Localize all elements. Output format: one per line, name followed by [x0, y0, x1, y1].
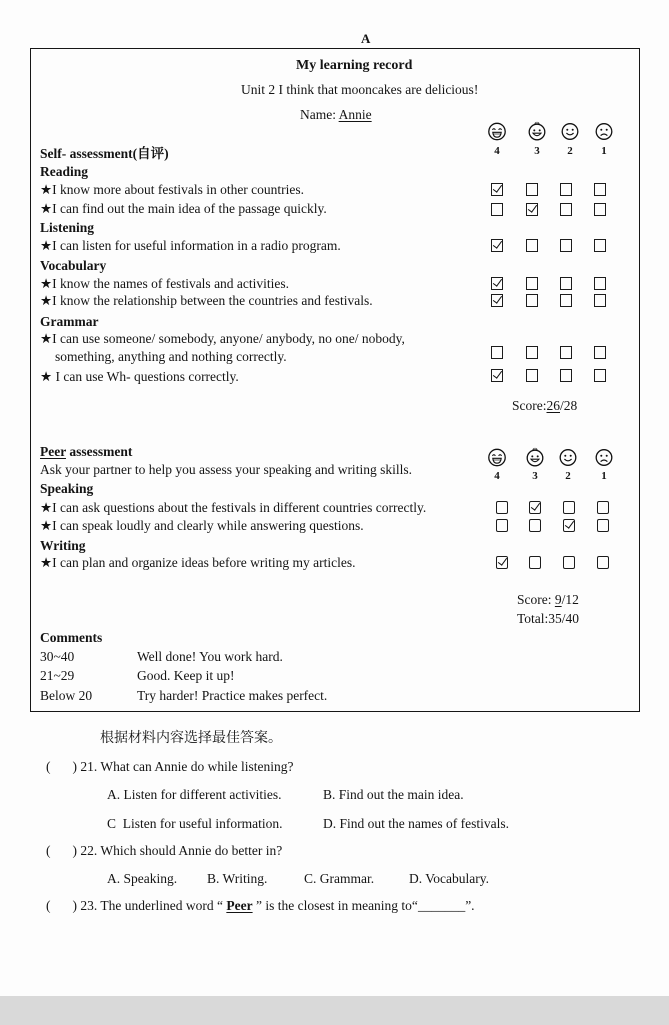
rating-checkbox-1[interactable]: [594, 183, 606, 196]
rating-checkbox-3[interactable]: [526, 369, 538, 382]
rating-checkbox-4[interactable]: [491, 183, 503, 196]
comments-heading: Comments: [40, 630, 103, 645]
group-title-grammar: Grammar: [40, 314, 99, 329]
rating-checkbox-3[interactable]: [526, 346, 538, 359]
student-name: [300, 107, 372, 123]
peer-keyword: Peer: [40, 444, 66, 459]
bracket-close: ): [72, 759, 77, 774]
smiling-face-icon: [558, 447, 578, 467]
comment-text: Try harder! Practice makes perfect.: [137, 688, 328, 703]
rating-checkbox-2[interactable]: [560, 294, 572, 307]
question-stem-end: ”.: [465, 898, 475, 913]
rating-checkbox-2[interactable]: [563, 556, 575, 569]
question-keyword: Peer: [226, 898, 253, 913]
question-21: [46, 759, 293, 775]
rating-value: 1: [601, 145, 607, 157]
self-item: ★I can use someone/ somebody, anyone/ anybody, no one/ nobody,: [40, 331, 405, 346]
self-item: ★I can listen for useful information in a radio program.: [40, 238, 341, 253]
rating-checkbox-3[interactable]: [526, 203, 538, 216]
question-stem-start: The underlined word “: [100, 898, 223, 913]
bracket-close: ): [72, 843, 77, 858]
rating-checkbox-1[interactable]: [594, 239, 606, 252]
score-total: /28: [560, 398, 578, 413]
option-a: A. Speaking.: [107, 871, 178, 886]
rating-value: 3: [534, 145, 540, 157]
peer-assessment-heading: [40, 444, 132, 460]
bracket-open: (: [46, 759, 51, 774]
questions-instruction: 根据材料内容选择最佳答案。: [100, 731, 282, 746]
option-d: D. Find out the names of festivals.: [323, 816, 509, 831]
group-title-speaking: Speaking: [40, 481, 94, 496]
laughing-face-icon: [487, 121, 507, 141]
laughing-face-icon: [487, 447, 507, 467]
rating-checkbox-4[interactable]: [491, 239, 503, 252]
peer-instruction: Ask your partner to help you assess your speaking and writing skills.: [40, 462, 412, 477]
question-22: [46, 843, 282, 859]
rating-checkbox-4[interactable]: [491, 203, 503, 216]
rating-checkbox-3[interactable]: [526, 239, 538, 252]
rating-checkbox-4[interactable]: [491, 294, 503, 307]
rating-checkbox-4[interactable]: [491, 277, 503, 290]
question-stem: Which should Annie do better in?: [100, 843, 283, 858]
rating-checkbox-1[interactable]: [594, 369, 606, 382]
question-number: 23.: [80, 898, 98, 913]
self-item-continued: something, anything and nothing correctly.: [55, 349, 287, 364]
rating-value: 2: [565, 470, 571, 482]
option-c: C. Grammar.: [304, 871, 375, 886]
comment-text: Good. Keep it up!: [137, 668, 235, 683]
passage-label: A: [361, 31, 371, 46]
option-a: A. Listen for different activities.: [107, 787, 282, 802]
rating-checkbox-3[interactable]: [529, 556, 541, 569]
rating-checkbox-4[interactable]: [496, 519, 508, 532]
peer-item: ★I can speak loudly and clearly while answering questions.: [40, 518, 364, 533]
group-title-writing: Writing: [40, 538, 86, 553]
bracket-open: (: [46, 898, 51, 913]
group-title-vocabulary: Vocabulary: [40, 258, 107, 273]
rating-checkbox-3[interactable]: [526, 183, 538, 196]
option-b: B. Writing.: [207, 871, 268, 886]
score-value: 9: [554, 592, 562, 607]
rating-checkbox-2[interactable]: [560, 239, 572, 252]
grinning-face-icon: [527, 121, 547, 141]
name-value: Annie: [338, 107, 372, 122]
rating-checkbox-4[interactable]: [496, 556, 508, 569]
option-b: B. Find out the main idea.: [323, 787, 464, 802]
peer-item: ★I can ask questions about the festivals in different countries correctly.: [40, 500, 427, 515]
self-item: ★I can find out the main idea of the passage quickly.: [40, 201, 327, 216]
question-number: 22.: [80, 843, 98, 858]
score-value: 26: [546, 398, 560, 413]
group-title-listening: Listening: [40, 220, 95, 235]
rating-value: 1: [601, 470, 607, 482]
score-total: /12: [561, 592, 579, 607]
rating-checkbox-4[interactable]: [491, 346, 503, 359]
group-title-reading: Reading: [40, 164, 89, 179]
rating-checkbox-1[interactable]: [597, 556, 609, 569]
self-item: ★I know more about festivals in other countries.: [40, 182, 305, 197]
bracket-close: ): [72, 898, 77, 913]
rating-checkbox-1[interactable]: [594, 294, 606, 307]
self-item: ★I know the relationship between the countries and festivals.: [40, 293, 373, 308]
rating-checkbox-3[interactable]: [526, 277, 538, 290]
option-d: D. Vocabulary.: [409, 871, 489, 886]
peer-score: [517, 592, 579, 608]
name-label: Name:: [300, 107, 336, 122]
rating-checkbox-2[interactable]: [563, 501, 575, 514]
rating-value: 4: [494, 145, 500, 157]
rating-checkbox-2[interactable]: [563, 519, 575, 532]
comment-range: Below 20: [40, 688, 93, 703]
smiling-face-icon: [560, 121, 580, 141]
grinning-face-icon: [525, 447, 545, 467]
rating-value: 2: [567, 145, 573, 157]
question-number: 21.: [80, 759, 98, 774]
rating-checkbox-1[interactable]: [594, 346, 606, 359]
rating-checkbox-3[interactable]: [529, 501, 541, 514]
question-23: [46, 898, 475, 914]
rating-value: 3: [532, 470, 538, 482]
rating-checkbox-1[interactable]: [594, 277, 606, 290]
total-score: Total:35/40: [517, 611, 580, 626]
rating-checkbox-1[interactable]: [594, 203, 606, 216]
rating-checkbox-2[interactable]: [560, 369, 572, 382]
score-label: Score:: [512, 398, 547, 413]
rating-checkbox-2[interactable]: [560, 203, 572, 216]
rating-checkbox-2[interactable]: [560, 277, 572, 290]
record-title: My learning record: [296, 58, 413, 73]
scan-bottom-margin: [0, 996, 669, 1025]
rating-checkbox-1[interactable]: [597, 519, 609, 532]
rating-checkbox-1[interactable]: [597, 501, 609, 514]
sad-face-icon: [594, 121, 614, 141]
question-stem: What can Annie do while listening?: [100, 759, 294, 774]
self-score: [512, 398, 577, 414]
sad-face-icon: [594, 447, 614, 467]
fill-in-blank[interactable]: _______: [417, 898, 466, 913]
comment-text: Well done! You work hard.: [137, 649, 283, 664]
self-assessment-heading: Self- assessment(自评): [40, 146, 169, 161]
answer-blank[interactable]: [46, 898, 77, 913]
rating-checkbox-4[interactable]: [496, 501, 508, 514]
comment-range: 21~29: [40, 668, 75, 683]
rating-checkbox-2[interactable]: [560, 346, 572, 359]
answer-blank[interactable]: [46, 759, 77, 774]
answer-blank[interactable]: [46, 843, 77, 858]
rating-checkbox-3[interactable]: [526, 294, 538, 307]
score-label: Score:: [517, 592, 552, 607]
rating-value: 4: [494, 470, 500, 482]
comment-range: 30~40: [40, 649, 75, 664]
rating-checkbox-3[interactable]: [529, 519, 541, 532]
question-stem-middle: ” is the closest in meaning to“: [255, 898, 418, 913]
peer-heading-rest: assessment: [69, 444, 133, 459]
option-c: C Listen for useful information.: [107, 816, 283, 831]
rating-checkbox-2[interactable]: [560, 183, 572, 196]
bracket-open: (: [46, 843, 51, 858]
self-item: ★ I can use Wh- questions correctly.: [40, 369, 239, 384]
peer-item: ★I can plan and organize ideas before writing my articles.: [40, 555, 356, 570]
self-item: ★I know the names of festivals and activities.: [40, 276, 290, 291]
unit-title: Unit 2 I think that mooncakes are delicious!: [241, 82, 479, 97]
rating-checkbox-4[interactable]: [491, 369, 503, 382]
